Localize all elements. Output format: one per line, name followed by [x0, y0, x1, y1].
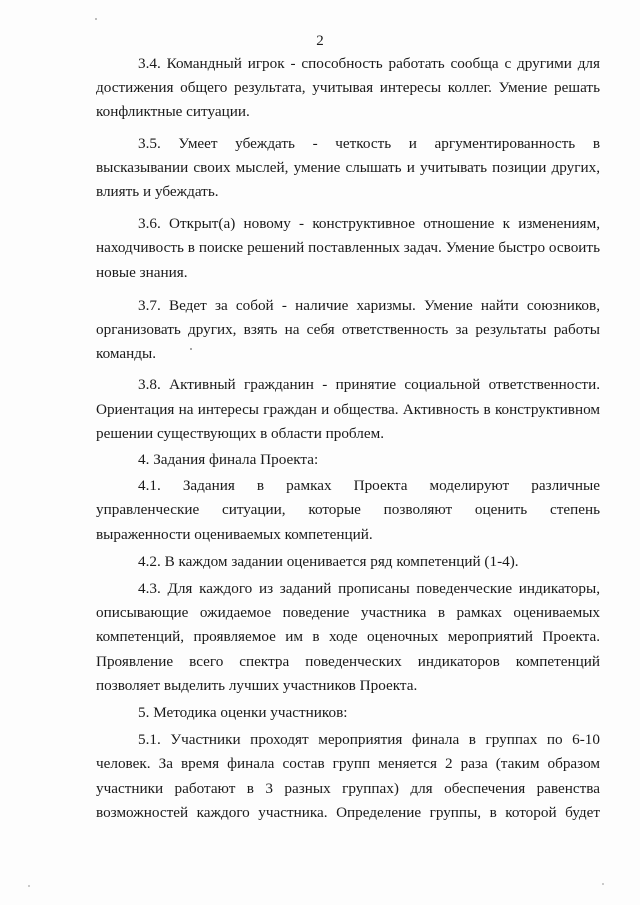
paragraph-line: 3.7. Ведет за собой - наличие харизмы. Умение найти союзников,: [138, 296, 600, 314]
paragraph-4-1: [96, 474, 600, 547]
paragraph-line: управленческие ситуации, которые позволяют оценить степень: [96, 501, 600, 519]
paragraph-line: находчивость в поиске решений поставленных задач. Умение быстро освоить: [96, 239, 600, 257]
scan-speck: [190, 348, 192, 350]
paragraph-line: 3.4. Командный игрок - способность работать сообща с другими для: [138, 55, 600, 72]
paragraph-line: Проявление всего спектра поведенческих индикаторов компетенций: [96, 652, 600, 670]
paragraph-line: достижения общего результата, учитывая интересы коллег. Умение решать: [96, 79, 600, 97]
paragraph-3-7: [96, 294, 600, 367]
paragraph-line: возможностей каждого участника. Определение группы, в которой будет: [96, 803, 600, 821]
paragraph-line: позволяет выделить лучших участников Проекта.: [96, 676, 418, 694]
paragraph-3-4: [96, 52, 600, 125]
paragraph-line: 3.8. Активный гражданин - принятие социальной ответственности.: [138, 376, 600, 394]
paragraph-line: человек. За время финала состав групп меняется 2 раза (таким образом: [96, 755, 600, 773]
section-heading-4: [96, 448, 600, 472]
paragraph-4-3: [96, 577, 600, 698]
paragraph-line: 3.6. Открыт(а) новому - конструктивное отношение к изменениям,: [138, 215, 600, 233]
paragraph-line: Ориентация на интересы граждан и общества. Активность в конструктивном: [96, 400, 600, 418]
document-body: [96, 52, 600, 833]
paragraph-line: команды.: [96, 345, 157, 363]
paragraph-line: 3.5. Умеет убеждать - четкость и аргументированность в: [138, 134, 600, 152]
scan-speck: [95, 18, 97, 20]
paragraph-line: новые знания.: [96, 263, 188, 281]
section-heading-5: [96, 701, 600, 725]
paragraph-3-5: [96, 132, 600, 205]
paragraph-line: компетенций, проявляемое им в ходе оценочных мероприятий Проекта.: [96, 628, 600, 646]
paragraph-5-1: [96, 728, 600, 825]
paragraph-3-6: [96, 212, 600, 285]
paragraph-4-2: [96, 550, 600, 574]
paragraph-line: решении существующих в области проблем.: [96, 424, 385, 442]
page-number: 2: [316, 33, 324, 49]
paragraph-line: влиять и убеждать.: [96, 183, 219, 201]
paragraph-line: высказывании своих мыслей, умение слышать и учитывать позиции других,: [96, 158, 600, 176]
paragraph-line: организовать других, взять на себя ответственность за результаты работы: [96, 321, 600, 339]
scan-speck: [28, 885, 30, 887]
paragraph-3-8: [96, 373, 600, 446]
paragraph-line: 4.1. Задания в рамках Проекта моделируют различные: [138, 477, 600, 495]
section-heading-text: 5. Методика оценки участников:: [138, 704, 348, 722]
paragraph-line: участники работают в 3 разных группах) для обеспечения равенства: [96, 779, 600, 797]
paragraph-line: конфликтные ситуации.: [96, 103, 250, 121]
paragraph-line: 4.2. В каждом задании оценивается ряд компетенций (1-4).: [138, 552, 519, 570]
paragraph-line: выраженности оцениваемых компетенций.: [96, 525, 373, 543]
paragraph-line: 5.1. Участники проходят мероприятия финала в группах по 6-10: [138, 731, 600, 749]
paragraph-line: 4.3. Для каждого из заданий прописаны поведенческие индикаторы,: [138, 580, 600, 598]
section-heading-text: 4. Задания финала Проекта:: [138, 451, 319, 469]
paragraph-line: описывающие ожидаемое поведение участника в рамках оцениваемых: [96, 604, 600, 622]
scan-speck: [602, 883, 604, 885]
